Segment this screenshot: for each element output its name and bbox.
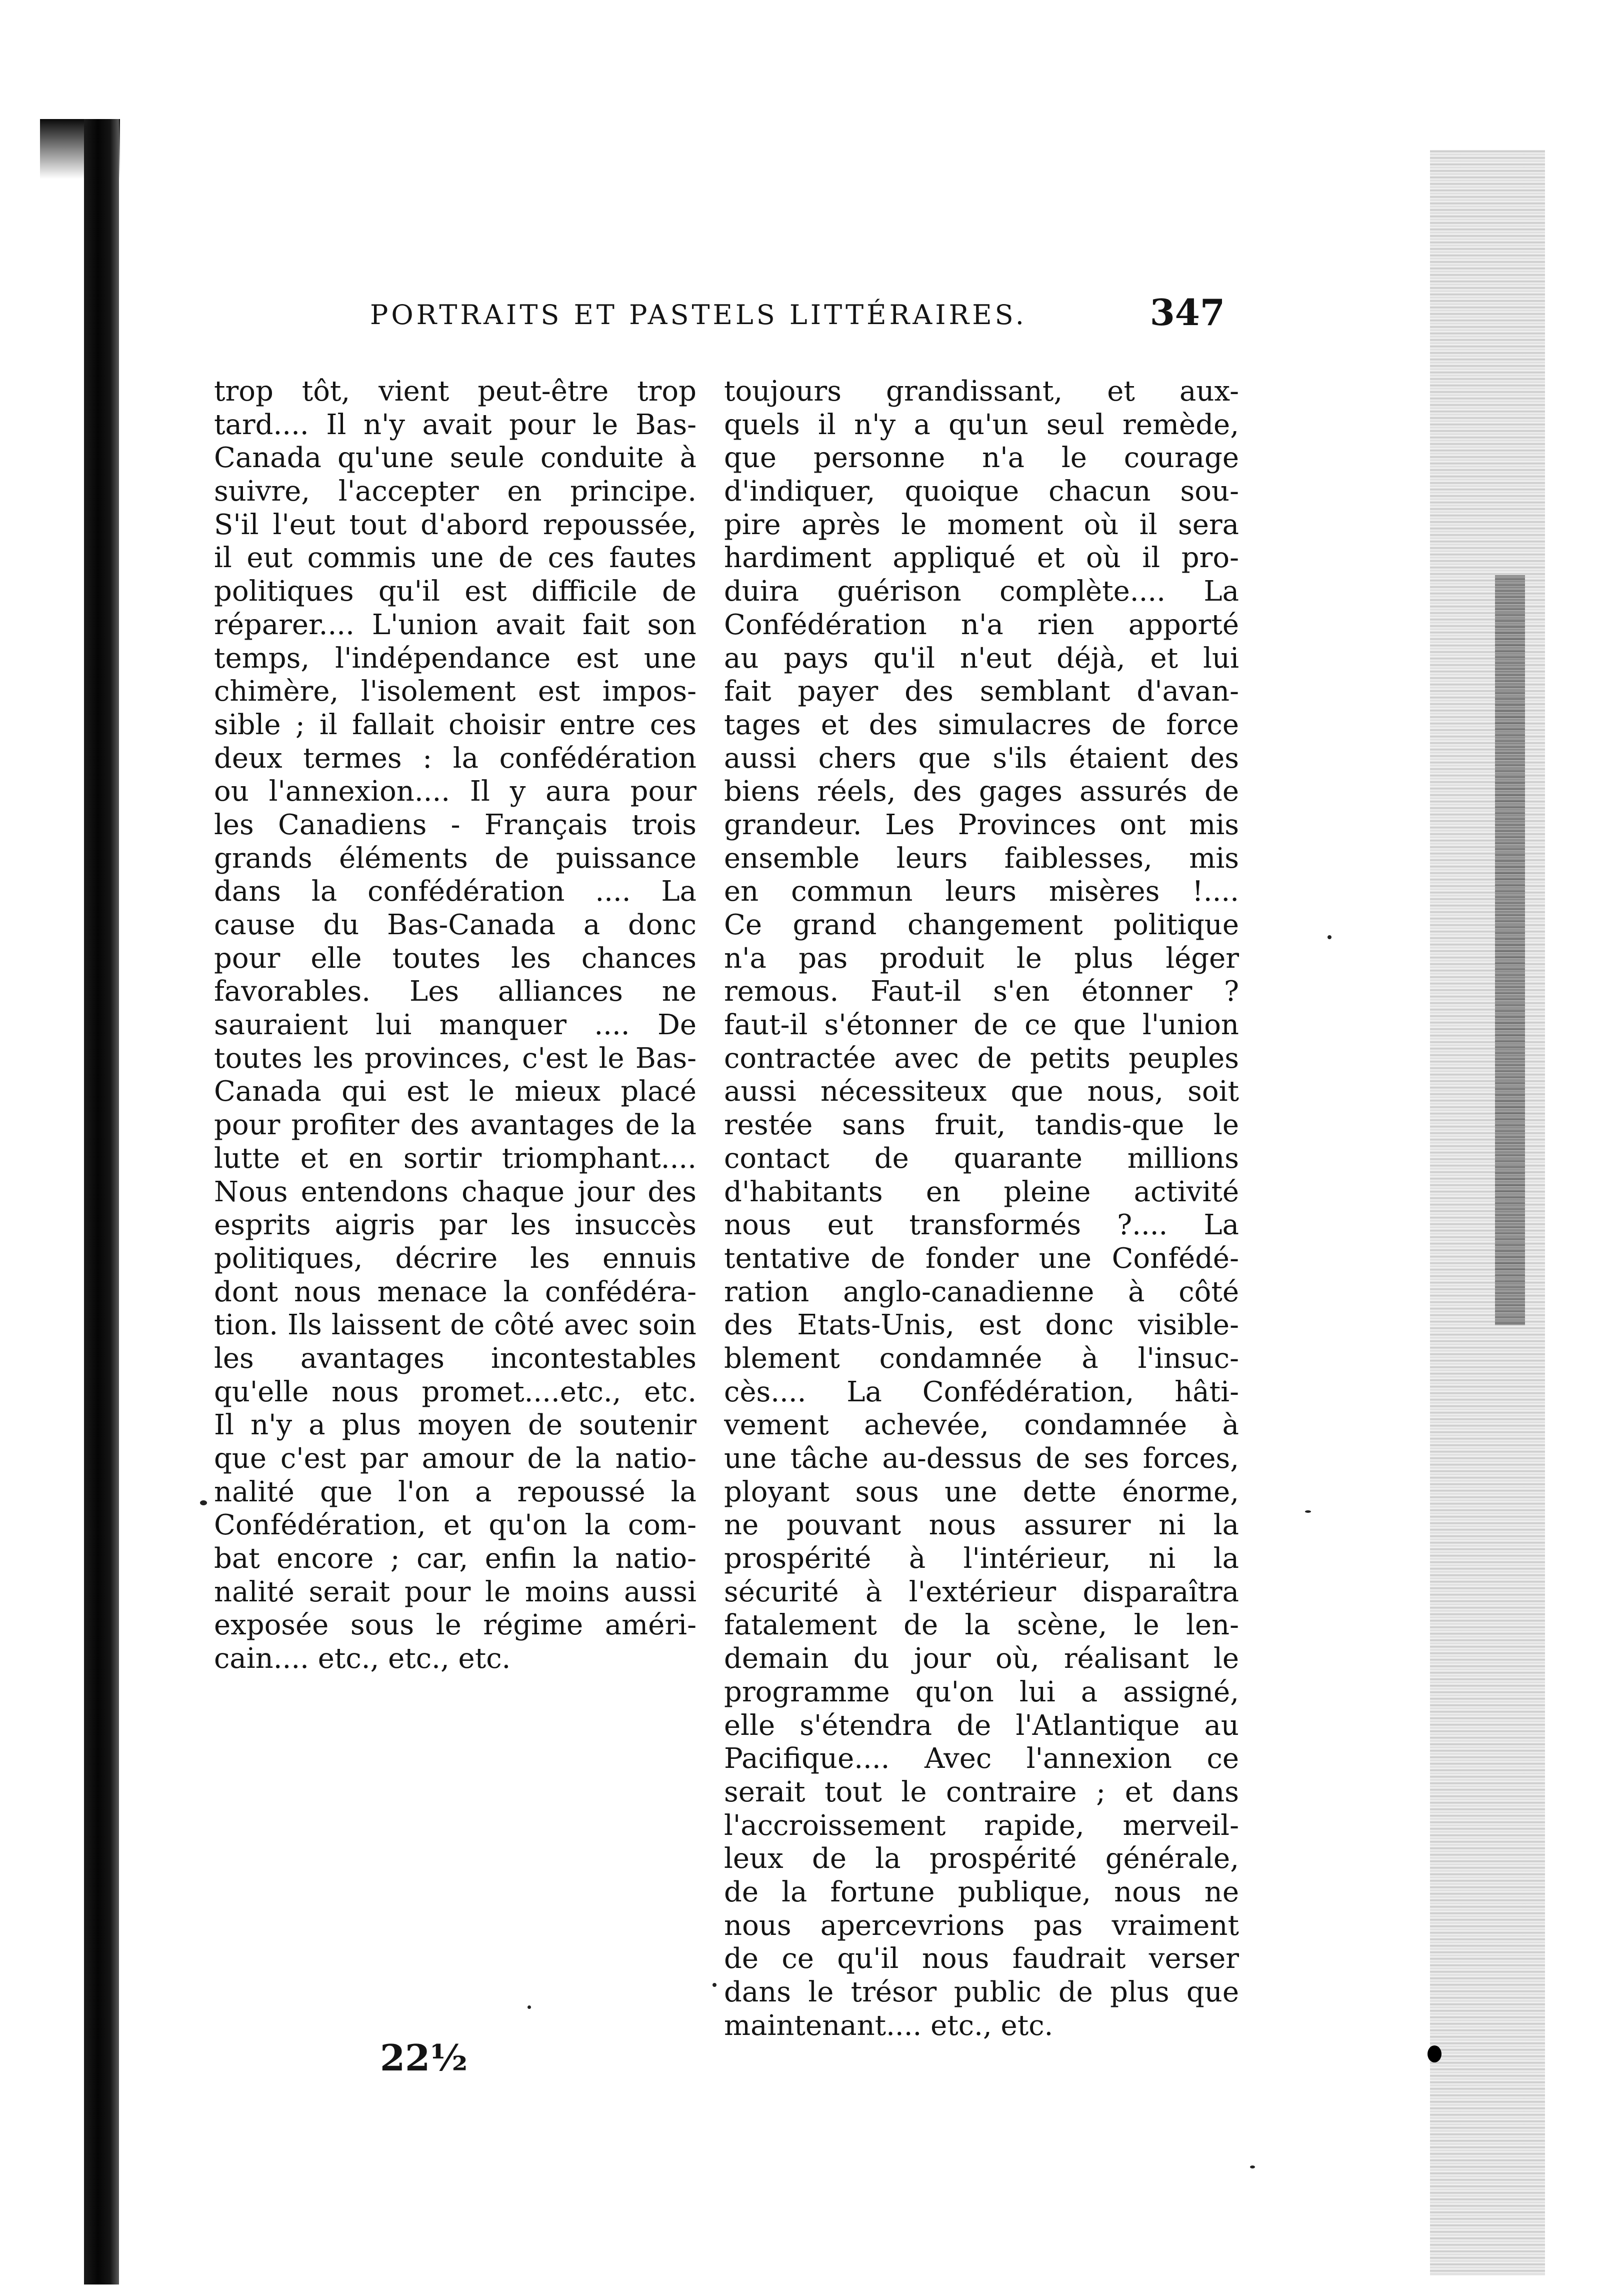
text-line: chimère, l'isolement est impos-: [214, 675, 696, 708]
text-line: Confédération n'a rien apporté: [724, 608, 1239, 641]
page-edge-dark-strip: [1495, 575, 1525, 1325]
text-line: d'indiquer, quoique chacun sou-: [724, 475, 1239, 508]
ink-dot: [1428, 2045, 1442, 2062]
text-line: vement achevée, condamnée à: [724, 1409, 1239, 1442]
text-line: Ce grand changement politique: [724, 909, 1239, 941]
text-line: une tâche au-dessus de ses forces,: [724, 1442, 1239, 1475]
text-line: blement condamnée à l'insuc-: [724, 1342, 1239, 1375]
text-line: maintenant.... etc., etc.: [724, 2009, 1054, 2042]
text-line: hardiment appliqué et où il pro-: [724, 542, 1239, 575]
text-line: les avantages incontestables: [214, 1342, 696, 1375]
text-line: au pays qu'il n'eut déjà, et lui: [724, 642, 1239, 675]
text-line: tages et des simulacres de force: [724, 708, 1239, 741]
text-line: que personne n'a le courage: [724, 442, 1239, 475]
text-line: contact de quarante millions: [724, 1142, 1239, 1175]
text-line: d'habitants en pleine activité: [724, 1175, 1239, 1208]
left-text-column: [214, 375, 696, 1676]
ink-speck: [528, 2005, 531, 2009]
text-line: elle s'étendra de l'Atlantique au: [724, 1709, 1239, 1742]
text-line: contractée avec de petits peuples: [724, 1042, 1239, 1075]
text-line: pire après le moment où il sera: [724, 508, 1239, 541]
text-line: suivre, l'accepter en principe.: [214, 475, 696, 508]
text-line: Confédération, et qu'on la com-: [214, 1509, 696, 1542]
text-line: pour elle toutes les chances: [214, 942, 696, 975]
text-line: deux termes : la confédération: [214, 742, 696, 775]
text-line: nalité serait pour le moins aussi: [214, 1575, 696, 1608]
text-line: réparer.... L'union avait fait son: [214, 608, 696, 641]
text-line: biens réels, des gages assurés de: [724, 775, 1239, 808]
ink-speck: [1250, 2165, 1255, 2168]
text-line: exposée sous le régime améri-: [214, 1609, 696, 1642]
text-line: remous. Faut-il s'en étonner ?: [724, 975, 1239, 1008]
text-line: fait payer des semblant d'avan-: [724, 675, 1239, 708]
text-line: tentative de fonder une Confédé-: [724, 1242, 1239, 1275]
text-line: politiques qu'il est difficile de: [214, 575, 696, 608]
ink-speck: [1305, 1510, 1311, 1513]
text-line: temps, l'indépendance est une: [214, 642, 696, 675]
text-line: serait tout le contraire ; et dans: [724, 1775, 1239, 1808]
text-line: prospérité à l'intérieur, ni la: [724, 1542, 1239, 1575]
ink-speck: [200, 1500, 207, 1505]
text-line: lutte et en sortir triomphant....: [214, 1142, 696, 1175]
text-line: cès.... La Confédération, hâti-: [724, 1375, 1239, 1408]
text-line: cain.... etc., etc., etc.: [214, 1642, 511, 1675]
text-line: fatalement de la scène, le len-: [724, 1609, 1239, 1642]
text-line: politiques, décrire les ennuis: [214, 1242, 696, 1275]
text-line: cause du Bas-Canada a donc: [214, 909, 696, 941]
text-line: ne pouvant nous assurer ni la: [724, 1509, 1239, 1542]
text-line: de ce qu'il nous faudrait verser: [724, 1942, 1239, 1975]
text-line: Nous entendons chaque jour des: [214, 1175, 696, 1208]
text-line: bat encore ; car, enfin la natio-: [214, 1542, 696, 1575]
page-edge-scan-noise: [1430, 150, 1545, 2275]
text-line: pour profiter des avantages de la: [214, 1109, 696, 1142]
text-line: Canada qu'une seule conduite à: [214, 442, 696, 475]
text-line: favorables. Les alliances ne: [214, 975, 696, 1008]
text-line: ployant sous une dette énorme,: [724, 1475, 1239, 1508]
text-line: faut-il s'étonner de ce que l'union: [724, 1009, 1239, 1042]
text-line: dans la confédération .... La: [214, 875, 696, 908]
text-line: l'accroissement rapide, merveil-: [724, 1809, 1239, 1842]
text-line: qu'elle nous promet....etc., etc.: [214, 1375, 696, 1408]
ink-speck: [1328, 935, 1332, 939]
text-line: aussi chers que s'ils étaient des: [724, 742, 1239, 775]
ink-speck: [712, 1983, 716, 1987]
text-line: des Etats-Unis, est donc visible-: [724, 1309, 1239, 1342]
text-line: grandeur. Les Provinces ont mis: [724, 808, 1239, 841]
text-line: en commun leurs misères !....: [724, 875, 1239, 908]
running-title: PORTRAITS ET PASTELS LITTÉRAIRES.: [370, 299, 1027, 331]
text-line: dont nous menace la confédéra-: [214, 1275, 696, 1308]
right-text-column: [724, 375, 1239, 2042]
text-line: demain du jour où, réalisant le: [724, 1642, 1239, 1675]
text-line: esprits aigris par les insuccès: [214, 1209, 696, 1242]
text-line: nous eut transformés ?.... La: [724, 1209, 1239, 1242]
text-line: sauraient lui manquer .... De: [214, 1009, 696, 1042]
text-line: ensemble leurs faiblesses, mis: [724, 842, 1239, 875]
text-line: tion. Ils laissent de côté avec soin: [214, 1309, 696, 1342]
text-line: que c'est par amour de la natio-: [214, 1442, 696, 1475]
text-line: trop tôt, vient peut-être trop: [214, 375, 696, 408]
text-line: restée sans fruit, tandis-que le: [724, 1109, 1239, 1142]
text-line: programme qu'on lui a assigné,: [724, 1675, 1239, 1708]
text-line: S'il l'eut tout d'abord repoussée,: [214, 508, 696, 541]
text-line: Canada qui est le mieux placé: [214, 1075, 696, 1108]
text-line: leux de la prospérité générale,: [724, 1842, 1239, 1875]
text-line: Pacifique.... Avec l'annexion ce: [724, 1742, 1239, 1775]
text-line: quels il n'y a qu'un seul remède,: [724, 408, 1239, 441]
book-binding-gutter: [84, 119, 119, 2284]
text-line: n'a pas produit le plus léger: [724, 942, 1239, 975]
text-line: sible ; il fallait choisir entre ces: [214, 708, 696, 741]
printer-signature-mark: 22½: [380, 2036, 468, 2079]
text-line: ration anglo-canadienne à côté: [724, 1275, 1239, 1308]
text-line: de la fortune publique, nous ne: [724, 1875, 1239, 1908]
text-line: il eut commis une de ces fautes: [214, 542, 696, 575]
text-line: ou l'annexion.... Il y aura pour: [214, 775, 696, 808]
page-number: 347: [1150, 291, 1225, 334]
text-line: sécurité à l'extérieur disparaîtra: [724, 1575, 1239, 1608]
text-line: duira guérison complète.... La: [724, 575, 1239, 608]
text-line: tard.... Il n'y avait pour le Bas-: [214, 408, 696, 441]
text-line: dans le trésor public de plus que: [724, 1976, 1239, 2008]
text-line: nous apercevrions pas vraiment: [724, 1909, 1239, 1942]
text-line: aussi nécessiteux que nous, soit: [724, 1075, 1239, 1108]
text-line: grands éléments de puissance: [214, 842, 696, 875]
text-line: nalité que l'on a repoussé la: [214, 1475, 696, 1508]
text-line: Il n'y a plus moyen de soutenir: [214, 1409, 696, 1442]
text-line: les Canadiens - Français trois: [214, 808, 696, 841]
text-line: toutes les provinces, c'est le Bas-: [214, 1042, 696, 1075]
text-line: toujours grandissant, et aux-: [724, 375, 1239, 408]
